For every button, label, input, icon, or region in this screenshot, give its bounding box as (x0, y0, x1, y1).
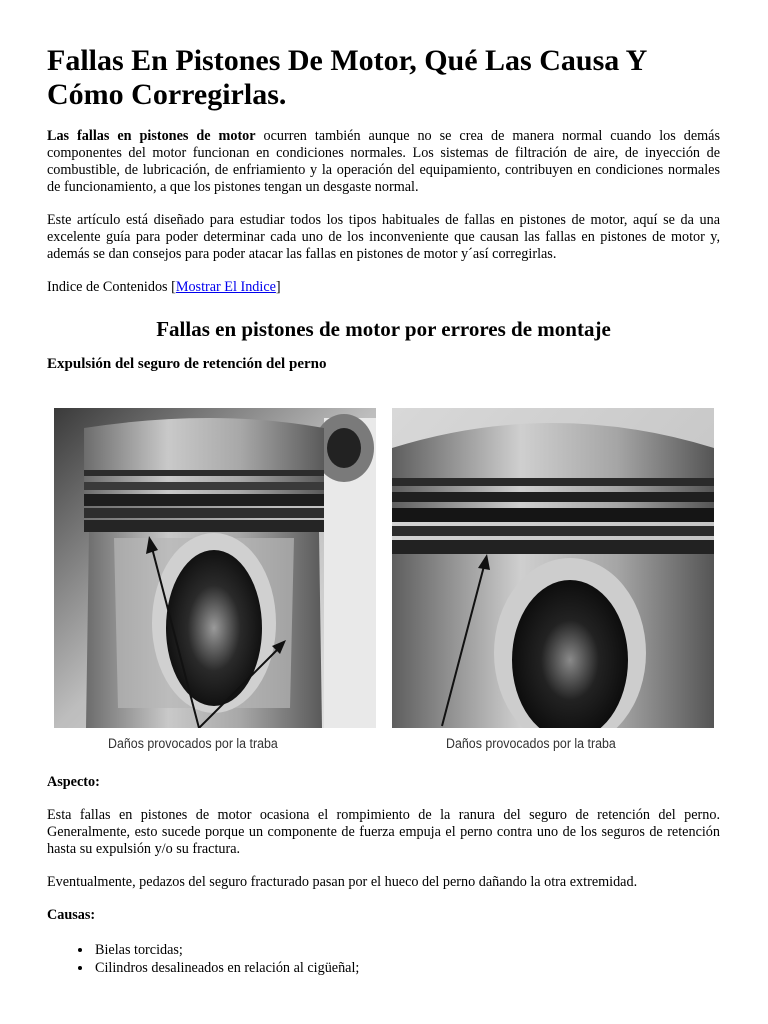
aspecto-paragraph-2: Eventualmente, pedazos del seguro fracturado pasan por el hueco del perno dañando la otra extremidad. (47, 874, 638, 890)
piston-photo-right (392, 408, 714, 728)
figure-caption-left: Daños provocados por la traba (108, 736, 278, 751)
list-item: • Cilindros desalineados en relación al cigüeñal; (93, 959, 720, 977)
intro-bold-lead: Las fallas en pistones de motor (47, 128, 256, 144)
piston-damage-figure (54, 408, 720, 758)
aspecto-paragraph-1: Esta fallas en pistones de motor ocasiona el rompimiento de la ranura del seguro de retención del perno. Generalmente, esto sucede porque un componente de fuerza empuja el perno contra uno de los seguros de retención hasta su expulsión y/o su fractura. (47, 807, 720, 857)
causas-list (47, 941, 720, 977)
list-item: • Bielas torcidas; (93, 941, 720, 959)
article-title: Fallas En Pistones De Motor, Qué Las Causa Y Cómo Corregirlas. (47, 44, 647, 111)
subsection-heading: Expulsión del seguro de retención del perno (47, 356, 327, 372)
intro-rest: ocurren también aunque no se crea de manera normal cuando los demás componentes del motor funcionan en condiciones normales. Los sistemas de filtración de aire, de inyección de combustible, de lubricación, de enfriamiento y la operación del equipamiento, contribuyen en condiciones normales de funcionamiento, a que los pistones tengan un desgaste normal. (47, 128, 720, 195)
toc-close-bracket: ] (275, 279, 281, 295)
figure-caption-right: Daños provocados por la traba (446, 736, 616, 751)
intro-paragraph (47, 128, 720, 196)
causas-heading: Causas: (47, 907, 96, 923)
piston-photo-left (54, 408, 376, 728)
aspecto-heading: Aspecto: (47, 774, 100, 790)
article-body-lower (47, 774, 720, 977)
toc-label: Indice de Contenidos [ (47, 279, 176, 295)
purpose-paragraph: Este artículo está diseñado para estudiar todos los tipos habituales de fallas en pistones de motor, aquí se da una excelente guía para poder determinar cada uno de los inconveniente que causan las fallas en pistones de motor y, además se dan consejos para poder atacar las fallas en pistones de motor y´así corregirlas. (47, 212, 720, 262)
section-heading: Fallas en pistones de motor por errores de montaje (156, 317, 611, 341)
table-of-contents (47, 279, 720, 296)
show-index-link[interactable]: Mostrar El Indice (175, 279, 276, 295)
